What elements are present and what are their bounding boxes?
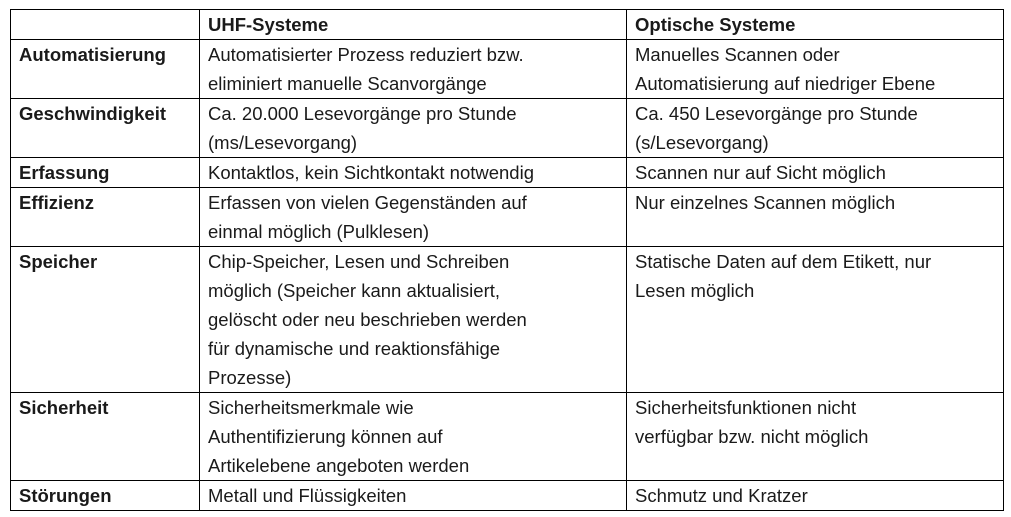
cell-line: Manuelles Scannen oder	[635, 44, 840, 65]
cell-line: Kontaktlos, kein Sichtkontakt notwendig	[208, 162, 534, 183]
cell-line: für dynamische und reaktionsfähige	[208, 338, 501, 359]
cell-line: eliminiert manuelle Scanvorgänge	[208, 73, 487, 94]
cell-line: Prozesse)	[208, 367, 292, 388]
uhf-cell	[200, 481, 627, 511]
header-optische-systeme: Optische Systeme	[627, 10, 1004, 40]
cell-line: Automatisierter Prozess reduziert bzw.	[208, 44, 524, 65]
header-row	[11, 10, 1004, 40]
uhf-cell	[200, 40, 627, 99]
table-row	[11, 247, 1004, 393]
row-label: Erfassung	[11, 158, 200, 188]
row-label: Automatisierung	[11, 40, 200, 99]
cell-line: Ca. 20.000 Lesevorgänge pro Stunde	[208, 103, 517, 124]
table-row	[11, 481, 1004, 511]
optical-cell	[627, 40, 1004, 99]
cell-line: (s/Lesevorgang)	[635, 132, 769, 153]
row-label: Geschwindigkeit	[11, 99, 200, 158]
cell-line: einmal möglich (Pulklesen)	[208, 221, 430, 242]
cell-line: Automatisierung auf niedriger Ebene	[635, 73, 936, 94]
cell-line: Erfassen von vielen Gegenständen auf	[208, 192, 527, 213]
cell-line: Sicherheitsmerkmale wie	[208, 397, 414, 418]
optical-cell	[627, 247, 1004, 393]
cell-line: Metall und Flüssigkeiten	[208, 485, 407, 506]
table-row	[11, 188, 1004, 247]
cell-line: Lesen möglich	[635, 280, 755, 301]
comparison-table	[10, 9, 1004, 511]
cell-line: Ca. 450 Lesevorgänge pro Stunde	[635, 103, 918, 124]
cell-line: Authentifizierung können auf	[208, 426, 443, 447]
table-body	[11, 40, 1004, 511]
cell-line: (ms/Lesevorgang)	[208, 132, 358, 153]
table-row	[11, 99, 1004, 158]
cell-line: Schmutz und Kratzer	[635, 485, 808, 506]
cell-line: gelöscht oder neu beschrieben werden	[208, 309, 527, 330]
row-label: Effizienz	[11, 188, 200, 247]
optical-cell	[627, 393, 1004, 481]
table-row	[11, 40, 1004, 99]
header-corner-cell	[11, 10, 200, 40]
uhf-cell	[200, 247, 627, 393]
table-row	[11, 158, 1004, 188]
uhf-cell	[200, 188, 627, 247]
cell-line: Scannen nur auf Sicht möglich	[635, 162, 886, 183]
optical-cell	[627, 99, 1004, 158]
header-uhf-systeme: UHF-Systeme	[200, 10, 627, 40]
uhf-cell	[200, 99, 627, 158]
uhf-cell	[200, 393, 627, 481]
row-label: Sicherheit	[11, 393, 200, 481]
cell-line: Nur einzelnes Scannen möglich	[635, 192, 896, 213]
cell-line: verfügbar bzw. nicht möglich	[635, 426, 869, 447]
uhf-cell	[200, 158, 627, 188]
cell-line: Artikelebene angeboten werden	[208, 455, 470, 476]
row-label: Störungen	[11, 481, 200, 511]
cell-line: Statische Daten auf dem Etikett, nur	[635, 251, 932, 272]
optical-cell	[627, 158, 1004, 188]
optical-cell	[627, 188, 1004, 247]
cell-line: möglich (Speicher kann aktualisiert,	[208, 280, 501, 301]
table-row	[11, 393, 1004, 481]
cell-line: Chip-Speicher, Lesen und Schreiben	[208, 251, 510, 272]
row-label: Speicher	[11, 247, 200, 393]
cell-line: Sicherheitsfunktionen nicht	[635, 397, 857, 418]
optical-cell	[627, 481, 1004, 511]
